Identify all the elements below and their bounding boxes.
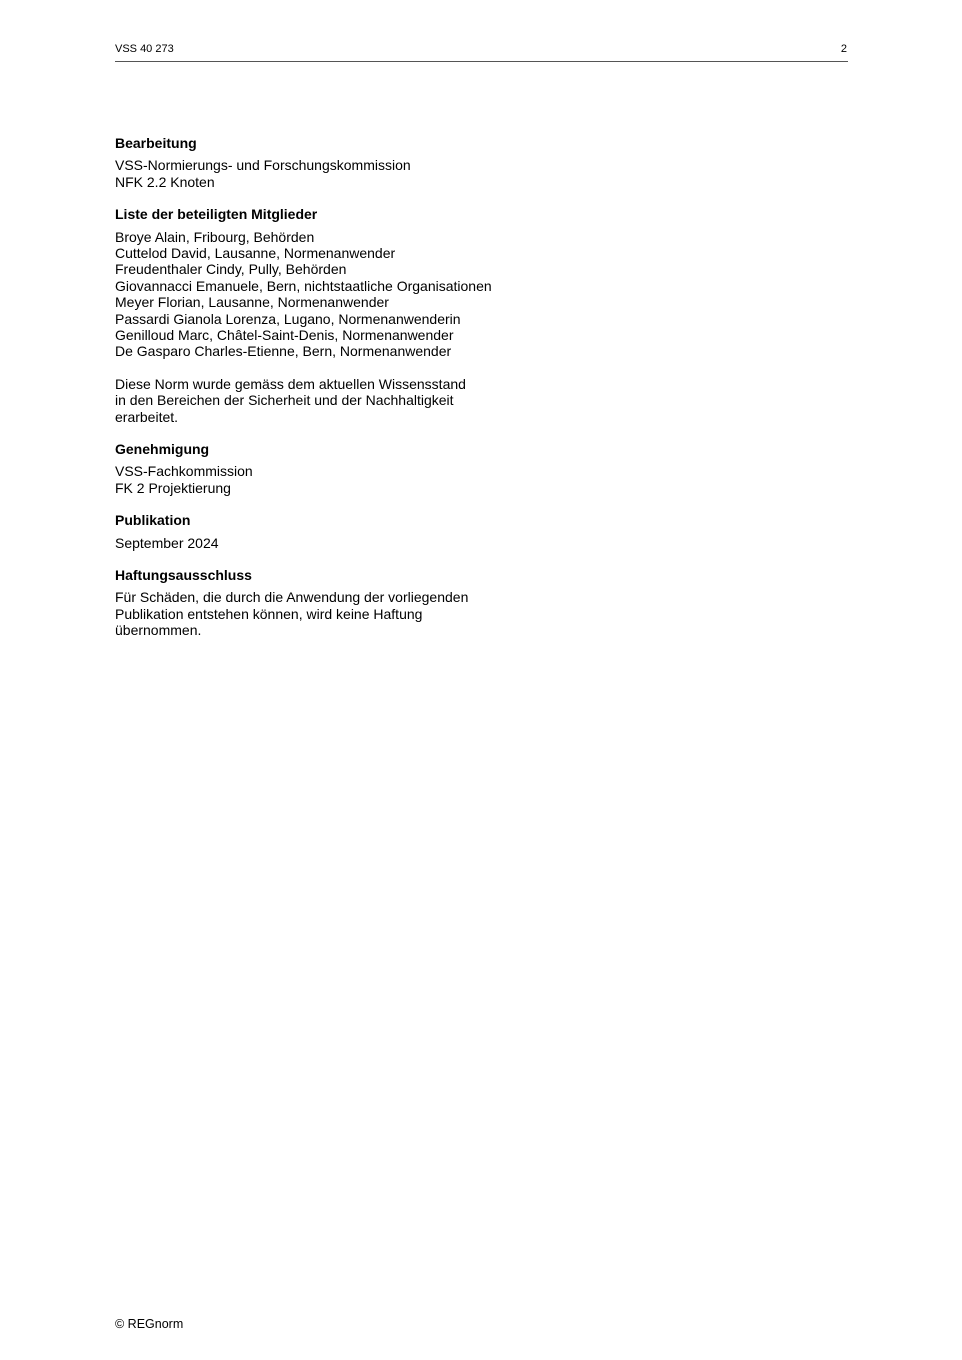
- text-line: Für Schäden, die durch die Anwendung der vorliegenden: [115, 589, 469, 606]
- text-line: NFK 2.2 Knoten: [115, 173, 215, 190]
- text-line: Diese Norm wurde gemäss dem aktuellen Wissensstand: [115, 375, 466, 392]
- member-item: Meyer Florian, Lausanne, Normenanwender: [115, 294, 389, 311]
- section-body: [115, 535, 535, 551]
- section-body: [115, 463, 535, 496]
- section-genehmigung: [115, 441, 535, 496]
- section-heading: Publikation: [115, 512, 191, 529]
- section-heading: Bearbeitung: [115, 135, 197, 151]
- text-line: VSS-Normierungs- und Forschungskommission: [115, 157, 411, 174]
- section-bearbeitung: [115, 135, 535, 190]
- section-heading: Liste der beteiligten Mitglieder: [115, 206, 318, 223]
- copyright-footer: © REGnorm: [115, 1317, 184, 1331]
- section-heading: Genehmigung: [115, 441, 210, 458]
- document-id: VSS 40 273: [115, 43, 174, 55]
- text-line: FK 2 Projektierung: [115, 479, 231, 496]
- text-line: erarbeitet.: [115, 408, 179, 425]
- member-list: [115, 229, 535, 360]
- page-content: [115, 135, 535, 639]
- text-line: übernommen.: [115, 622, 202, 639]
- member-item: Freudenthaler Cindy, Pully, Behörden: [115, 261, 347, 278]
- section-heading: Haftungsausschluss: [115, 567, 252, 584]
- text-line: VSS-Fachkommission: [115, 463, 253, 480]
- publication-date: September 2024: [115, 534, 219, 551]
- member-item: Giovannacci Emanuele, Bern, nichtstaatliche Organisationen: [115, 277, 492, 294]
- section-mitglieder: [115, 206, 535, 425]
- member-item: De Gasparo Charles-Etienne, Bern, Normenanwender: [115, 343, 452, 360]
- section-body: [115, 589, 535, 638]
- section-body: [115, 157, 535, 190]
- page-number: 2: [840, 43, 847, 55]
- member-item: Genilloud Marc, Châtel-Saint-Denis, Normenanwender: [115, 327, 454, 344]
- member-item: Broye Alain, Fribourg, Behörden: [115, 228, 315, 245]
- page-header: [115, 43, 848, 62]
- member-item: Passardi Gianola Lorenza, Lugano, Normenanwenderin: [115, 310, 461, 327]
- text-line: in den Bereichen der Sicherheit und der Nachhaltigkeit: [115, 392, 454, 409]
- section-haftungsausschluss: [115, 567, 535, 639]
- section-publikation: [115, 512, 535, 551]
- text-line: Publikation entstehen können, wird keine Haftung: [115, 605, 423, 622]
- statement-paragraph: [115, 376, 535, 425]
- member-item: Cuttelod David, Lausanne, Normenanwender: [115, 245, 396, 261]
